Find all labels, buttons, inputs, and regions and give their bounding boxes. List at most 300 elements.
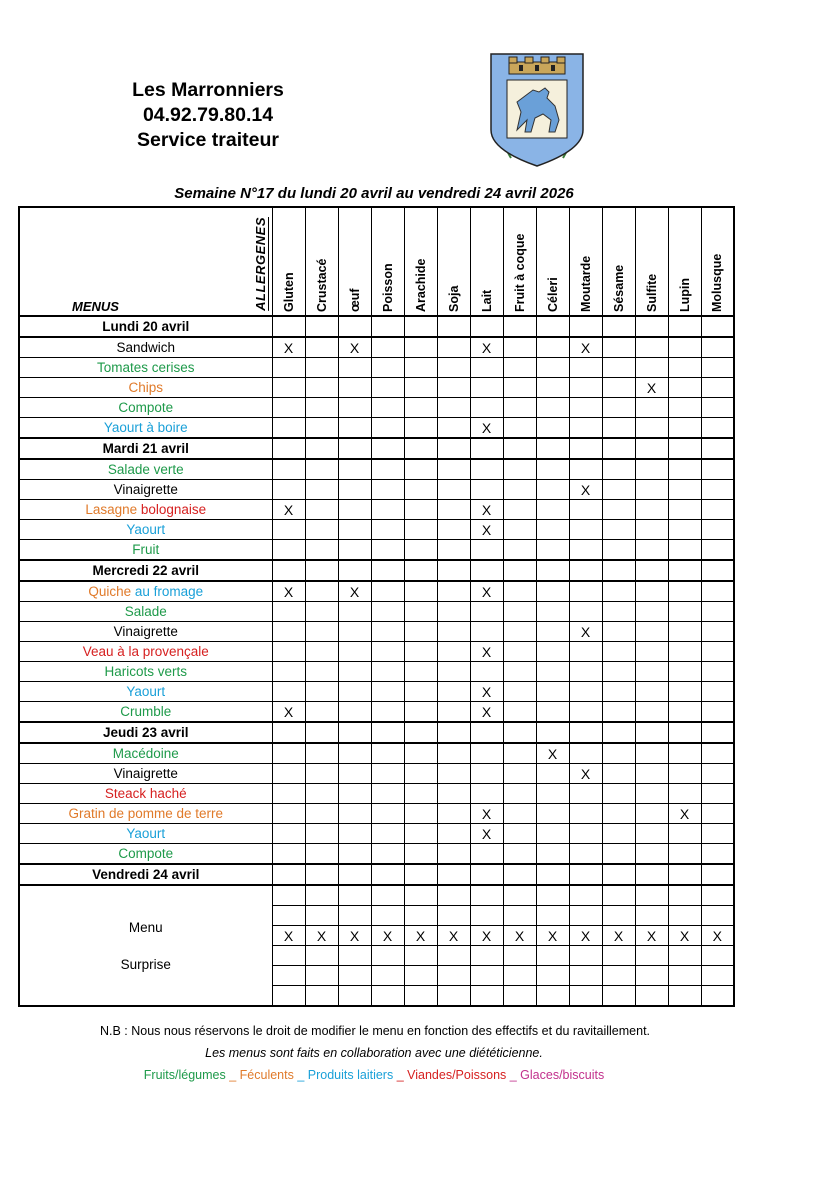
allergen-cell — [371, 722, 404, 743]
allergen-cell — [338, 398, 371, 418]
allergen-cell — [272, 946, 305, 966]
allergen-cell — [503, 520, 536, 540]
allergen-cell — [536, 602, 569, 622]
allergen-cell — [437, 662, 470, 682]
day-row — [19, 316, 734, 337]
allergen-cell — [536, 540, 569, 561]
allergen-cell — [602, 885, 635, 906]
allergen-cell — [701, 581, 734, 602]
allergen-cell — [536, 316, 569, 337]
allergen-cell — [635, 602, 668, 622]
allergen-cell — [437, 804, 470, 824]
allergen-cell — [437, 946, 470, 966]
allergen-cell — [668, 316, 701, 337]
allergen-cell — [305, 926, 338, 946]
allergen-cell — [338, 520, 371, 540]
allergen-cell — [602, 966, 635, 986]
allergen-cell — [635, 337, 668, 358]
menu-item — [19, 540, 272, 561]
allergen-cell — [371, 804, 404, 824]
color-legend — [18, 1068, 730, 1082]
allergen-cell — [305, 602, 338, 622]
allergen-cell — [635, 642, 668, 662]
allergen-cell — [635, 662, 668, 682]
menu-item-text: Gratin de pomme de terre — [68, 806, 224, 821]
allergen-name: Gluten — [281, 272, 296, 312]
allergen-cell — [371, 438, 404, 459]
allergen-mark: X — [547, 745, 558, 762]
allergen-cell — [569, 864, 602, 885]
allergen-cell — [404, 500, 437, 520]
allergen-cell — [668, 824, 701, 844]
allergen-cell — [437, 560, 470, 581]
allergen-cell — [668, 885, 701, 906]
allergen-name: Arachide — [413, 258, 428, 312]
allergen-cell — [470, 316, 503, 337]
allergen-cell — [338, 966, 371, 986]
allergen-name: Lupin — [677, 277, 692, 312]
allergen-cell — [470, 602, 503, 622]
menu-item-text: Veau à la provençale — [82, 644, 209, 659]
allergen-cell — [668, 358, 701, 378]
allergen-cell — [338, 500, 371, 520]
menu-item-text: Sandwich — [116, 340, 176, 355]
menu-item-text: Vinaigrette — [113, 766, 178, 781]
menu-item — [19, 764, 272, 784]
allergen-cell — [437, 480, 470, 500]
allergen-cell — [635, 459, 668, 480]
allergen-cell — [701, 642, 734, 662]
allergen-cell — [536, 926, 569, 946]
allergen-cell — [602, 602, 635, 622]
allergen-cell — [569, 946, 602, 966]
allergen-cell — [305, 622, 338, 642]
allergen-cell — [437, 358, 470, 378]
allergen-cell — [701, 418, 734, 439]
allergen-cell — [503, 906, 536, 926]
allergen-cell — [701, 602, 734, 622]
allergen-mark: X — [481, 419, 492, 436]
allergen-cell — [272, 885, 305, 906]
allergen-cell — [272, 804, 305, 824]
allergen-cell — [404, 966, 437, 986]
allergen-cell — [272, 602, 305, 622]
menu-item — [19, 844, 272, 865]
allergen-mark: X — [481, 927, 492, 944]
allergen-cell — [404, 581, 437, 602]
allergen-cell — [272, 743, 305, 764]
allergen-cell — [503, 926, 536, 946]
allergen-cell — [635, 966, 668, 986]
menu-item-row — [19, 764, 734, 784]
allergen-cell — [470, 398, 503, 418]
allergen-cell — [371, 540, 404, 561]
day-row — [19, 438, 734, 459]
menus-label: MENUS — [72, 299, 119, 314]
allergen-cell — [305, 784, 338, 804]
menu-item — [19, 743, 272, 764]
allergen-cell — [338, 926, 371, 946]
allergen-cell — [569, 722, 602, 743]
menu-item — [19, 378, 272, 398]
allergen-header — [536, 207, 569, 316]
allergen-cell — [470, 864, 503, 885]
allergen-cell — [635, 316, 668, 337]
allergen-mark: X — [514, 927, 525, 944]
menu-item-text: Salade — [124, 604, 167, 619]
allergenes-label: ALLERGENES — [252, 217, 268, 311]
allergen-cell — [569, 418, 602, 439]
allergen-cell — [635, 946, 668, 966]
allergen-cell — [569, 622, 602, 642]
allergen-cell — [470, 480, 503, 500]
allergen-mark: X — [481, 501, 492, 518]
menu-item-row — [19, 581, 734, 602]
allergen-cell — [569, 966, 602, 986]
allergen-cell — [338, 844, 371, 865]
header-row — [19, 207, 734, 316]
menu-item-row — [19, 480, 734, 500]
allergen-cell — [404, 864, 437, 885]
allergen-cell — [371, 864, 404, 885]
allergen-cell — [635, 804, 668, 824]
allergen-cell — [602, 581, 635, 602]
allergen-cell — [437, 520, 470, 540]
allergen-cell — [503, 824, 536, 844]
allergen-cell — [701, 459, 734, 480]
allergen-cell — [305, 438, 338, 459]
allergen-cell — [404, 682, 437, 702]
menu-item-row — [19, 804, 734, 824]
allergen-cell — [602, 682, 635, 702]
allergen-cell — [470, 560, 503, 581]
allergen-cell — [404, 642, 437, 662]
allergen-header — [305, 207, 338, 316]
allergen-cell — [272, 560, 305, 581]
allergen-cell — [536, 702, 569, 723]
allergen-cell — [470, 764, 503, 784]
allergen-cell — [305, 459, 338, 480]
allergen-cell — [404, 824, 437, 844]
allergen-cell — [371, 946, 404, 966]
menu-item-text: Compote — [118, 846, 174, 861]
allergen-cell — [635, 885, 668, 906]
allergen-cell — [602, 986, 635, 1007]
allergen-cell — [371, 885, 404, 906]
restaurant-service: Service traiteur — [137, 129, 279, 151]
allergen-cell — [635, 824, 668, 844]
allergen-cell — [635, 622, 668, 642]
menu-item — [19, 581, 272, 602]
allergen-cell — [437, 926, 470, 946]
dietitian-note: Les menus sont faits en collaboration avec une diététicienne. — [205, 1046, 543, 1060]
allergen-cell — [602, 784, 635, 804]
allergen-cell — [272, 662, 305, 682]
allergen-cell — [404, 398, 437, 418]
menu-item-text: au fromage — [131, 584, 204, 599]
allergen-cell — [668, 844, 701, 865]
allergen-mark: X — [349, 339, 360, 356]
allergen-cell — [701, 560, 734, 581]
allergen-cell — [371, 784, 404, 804]
allergen-cell — [404, 784, 437, 804]
allergen-cell — [602, 520, 635, 540]
allergen-cell — [371, 459, 404, 480]
allergen-cell — [635, 702, 668, 723]
menu-item-row — [19, 784, 734, 804]
allergen-cell — [272, 642, 305, 662]
allergen-cell — [569, 642, 602, 662]
allergen-cell — [371, 824, 404, 844]
allergen-cell — [437, 764, 470, 784]
allergen-header — [569, 207, 602, 316]
allergen-cell — [371, 926, 404, 946]
menu-item-text: Compote — [118, 400, 174, 415]
legend-item: Fruits/légumes — [143, 1068, 226, 1082]
allergen-mark: X — [547, 927, 558, 944]
allergen-cell — [305, 581, 338, 602]
allergen-cell — [668, 764, 701, 784]
allergen-cell — [503, 662, 536, 682]
allergen-cell — [536, 804, 569, 824]
allergen-cell — [668, 622, 701, 642]
day-label: Lundi 20 avril — [19, 316, 272, 337]
menu-item — [19, 642, 272, 662]
allergen-cell — [701, 864, 734, 885]
allergen-cell — [305, 986, 338, 1007]
allergen-cell — [305, 966, 338, 986]
friday-row — [19, 885, 734, 906]
allergen-cell — [305, 520, 338, 540]
allergen-cell — [404, 520, 437, 540]
allergen-cell — [602, 540, 635, 561]
allergen-cell — [503, 986, 536, 1007]
allergen-cell — [470, 622, 503, 642]
allergen-cell — [371, 602, 404, 622]
menus-header-cell — [19, 207, 272, 316]
allergen-cell — [272, 480, 305, 500]
allergen-cell — [701, 986, 734, 1007]
allergen-cell — [437, 702, 470, 723]
allergen-header — [371, 207, 404, 316]
allergen-cell — [470, 722, 503, 743]
allergen-cell — [536, 337, 569, 358]
allergen-cell — [536, 662, 569, 682]
allergen-cell — [305, 885, 338, 906]
allergen-cell — [404, 662, 437, 682]
allergen-cell — [305, 722, 338, 743]
allergen-cell — [338, 622, 371, 642]
allergen-cell — [602, 480, 635, 500]
allergen-header — [503, 207, 536, 316]
allergen-cell — [536, 906, 569, 926]
allergen-cell — [569, 398, 602, 418]
allergen-cell — [569, 743, 602, 764]
allergen-cell — [602, 642, 635, 662]
menu-item-row — [19, 642, 734, 662]
allergen-cell — [437, 743, 470, 764]
allergen-cell — [470, 378, 503, 398]
allergen-cell — [305, 682, 338, 702]
allergen-cell — [503, 418, 536, 439]
menu-item-row — [19, 337, 734, 358]
allergen-cell — [602, 864, 635, 885]
allergen-mark: X — [481, 521, 492, 538]
legend-separator: _ — [393, 1068, 408, 1082]
allergen-cell — [668, 743, 701, 764]
allergen-cell — [338, 337, 371, 358]
allergen-cell — [305, 824, 338, 844]
allergen-cell — [371, 378, 404, 398]
allergen-cell — [701, 885, 734, 906]
menu-item-text: Lasagne — [85, 502, 138, 517]
allergen-mark: X — [283, 501, 294, 518]
allergen-cell — [437, 500, 470, 520]
menu-item-text: Salade verte — [107, 462, 184, 477]
allergen-cell — [602, 358, 635, 378]
allergen-cell — [668, 520, 701, 540]
allergen-cell — [338, 602, 371, 622]
day-row — [19, 560, 734, 581]
allergen-cell — [371, 966, 404, 986]
menu-item — [19, 682, 272, 702]
allergen-cell — [602, 398, 635, 418]
menu-item-row — [19, 358, 734, 378]
allergen-cell — [470, 438, 503, 459]
allergen-cell — [404, 418, 437, 439]
allergen-cell — [635, 358, 668, 378]
allergen-cell — [536, 418, 569, 439]
allergen-cell — [668, 459, 701, 480]
menu-item — [19, 824, 272, 844]
allergen-cell — [305, 540, 338, 561]
menu-item-text: Haricots verts — [104, 664, 188, 679]
allergen-cell — [701, 358, 734, 378]
allergen-name: Lait — [479, 289, 494, 312]
allergen-cell — [602, 946, 635, 966]
allergen-cell — [569, 316, 602, 337]
allergen-cell — [701, 702, 734, 723]
menu-item-row — [19, 459, 734, 480]
allergen-cell — [371, 500, 404, 520]
allergen-cell — [503, 946, 536, 966]
menu-item-row — [19, 622, 734, 642]
allergen-cell — [701, 398, 734, 418]
allergen-cell — [437, 459, 470, 480]
allergen-cell — [272, 316, 305, 337]
allergen-cell — [668, 906, 701, 926]
menu-item-row — [19, 378, 734, 398]
allergen-cell — [371, 764, 404, 784]
allergen-cell — [305, 418, 338, 439]
allergen-cell — [701, 622, 734, 642]
menu-item-text: Yaourt à boire — [103, 420, 188, 435]
allergen-cell — [503, 804, 536, 824]
allergen-header — [404, 207, 437, 316]
allergen-cell — [569, 702, 602, 723]
menu-item-text: Vinaigrette — [113, 482, 178, 497]
allergen-cell — [305, 358, 338, 378]
allergen-cell — [668, 500, 701, 520]
allergen-name: Sulfite — [644, 273, 659, 312]
allergen-cell — [503, 500, 536, 520]
allergen-cell — [338, 358, 371, 378]
legend-item: Viandes/Poissons — [407, 1068, 507, 1082]
allergen-cell — [701, 540, 734, 561]
allergen-cell — [536, 986, 569, 1007]
allergen-cell — [503, 722, 536, 743]
allergen-cell — [569, 520, 602, 540]
allergen-cell — [536, 784, 569, 804]
allergen-cell — [635, 743, 668, 764]
day-label: Mardi 21 avril — [19, 438, 272, 459]
allergen-cell — [635, 500, 668, 520]
allergen-cell — [338, 378, 371, 398]
menu-item-row — [19, 500, 734, 520]
menu-item-text: Chips — [128, 380, 163, 395]
allergen-cell — [272, 438, 305, 459]
allergen-cell — [536, 560, 569, 581]
allergen-cell — [536, 581, 569, 602]
allergen-cell — [272, 520, 305, 540]
allergen-cell — [437, 824, 470, 844]
allergen-cell — [272, 844, 305, 865]
allergen-cell — [668, 418, 701, 439]
allergen-cell — [371, 480, 404, 500]
allergen-mark: X — [481, 805, 492, 822]
allergen-cell — [404, 358, 437, 378]
allergen-header — [470, 207, 503, 316]
allergen-cell — [503, 337, 536, 358]
allergen-header — [701, 207, 734, 316]
allergen-cell — [404, 622, 437, 642]
legend-item: Féculents — [239, 1068, 294, 1082]
allergen-cell — [503, 378, 536, 398]
allergen-cell — [404, 459, 437, 480]
allergen-cell — [536, 520, 569, 540]
allergen-cell — [272, 398, 305, 418]
allergen-cell — [569, 906, 602, 926]
allergen-cell — [272, 764, 305, 784]
allergen-mark: X — [481, 583, 492, 600]
allergen-cell — [602, 500, 635, 520]
allergen-header — [668, 207, 701, 316]
allergen-menu-table — [18, 206, 735, 1007]
day-row — [19, 722, 734, 743]
allergen-cell — [272, 926, 305, 946]
menu-item — [19, 500, 272, 520]
allergen-cell — [668, 926, 701, 946]
allergen-cell — [569, 378, 602, 398]
allergen-cell — [404, 764, 437, 784]
allergen-cell — [635, 398, 668, 418]
allergen-cell — [437, 642, 470, 662]
allergen-mark: X — [580, 481, 591, 498]
allergen-cell — [338, 662, 371, 682]
menu-item — [19, 784, 272, 804]
allergen-cell — [536, 378, 569, 398]
allergen-cell — [338, 560, 371, 581]
menu-item — [19, 358, 272, 378]
allergen-cell — [272, 418, 305, 439]
allergen-cell — [338, 438, 371, 459]
allergen-cell — [503, 316, 536, 337]
allergen-header — [437, 207, 470, 316]
allergen-cell — [338, 946, 371, 966]
allergen-cell — [569, 926, 602, 946]
menu-item-row — [19, 602, 734, 622]
allergen-cell — [470, 581, 503, 602]
